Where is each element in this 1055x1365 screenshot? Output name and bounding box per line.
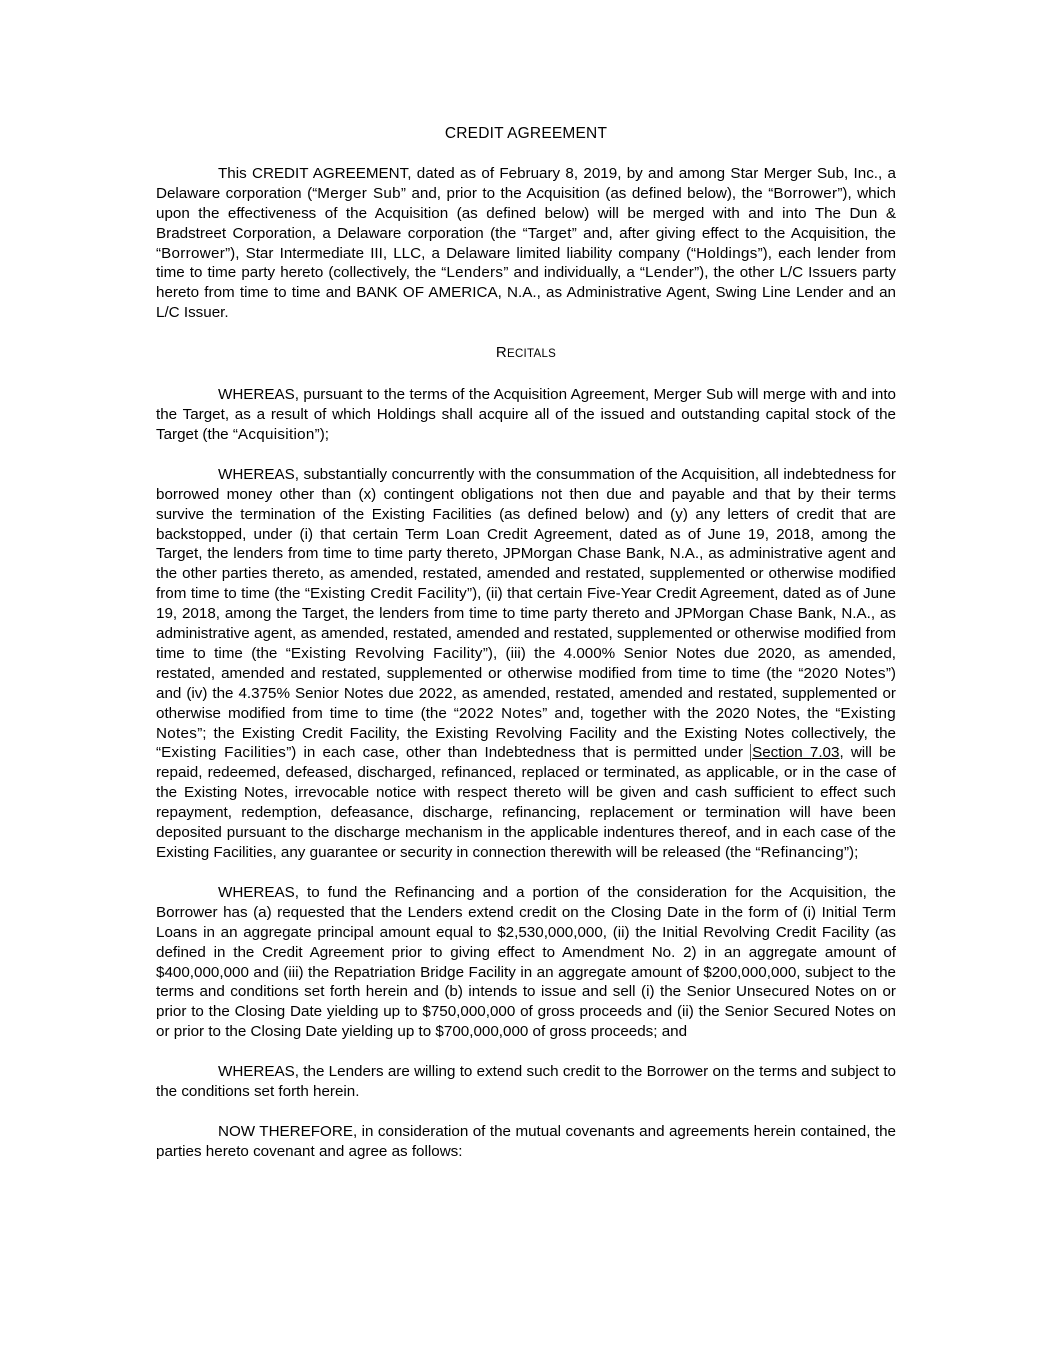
defined-term: Lender [645,264,695,282]
defined-term: Existing Revolving Facility [290,644,483,662]
document-title: CREDIT AGREEMENT [444,125,608,142]
defined-term: 2022 Notes [458,704,543,722]
recitals-heading: RECITALS [495,344,557,362]
document-body [156,124,896,1182]
whereas-acquisition-paragraph: WHEREAS, pursuant to the terms of the Acquisition Agreement, Merger Sub will merge with and into the Target, as a result of which Holdings shall acquire all of the issued and outstanding capital stock of the Target (the “Acquisition”); [156,386,896,443]
defined-term: 2020 Notes [803,664,886,682]
whereas-lenders-paragraph: WHEREAS, the Lenders are willing to extend such credit to the Borrower on the terms and subject to the conditions set forth herein. [156,1063,896,1101]
whereas-refinancing-paragraph: WHEREAS, substantially concurrently with the consummation of the Acquisition, all indebtedness for borrowed money other than (x) contingent obligations not then due and payable and that by their terms survive the termination of the Existing Facilities (as defined below) and (y) any letters of credit that are backstopped, under (i) that certain Term Loan Credit Agreement, dated as of June 19, 2018, among the Target, the lenders from time to time party thereto, JPMorgan Chase Bank, N.A., as administrative agent and the other parties thereto, as amended, restated, amended and restated, supplemented or otherwise modified from time to time (the “Existing Credit Facility”), (ii) that certain Five-Year Credit Agreement, dated as of June 19, 2018, among the Target, the lenders from time to time party thereto and JPMorgan Chase Bank, N.A., as administrative agent, as amended, restated, amended and restated, supplemented or otherwise modified from time to time (the “Existing Revolving Facility”), (iii) the 4.000% Senior Notes due 2020, as amended, restated, amended and restated, supplemented or otherwise modified from time to time (the “2020 Notes”) and (iv) the 4.375% Senior Notes due 2022, as amended, restated, amended and restated, supplemented or otherwise modified from time to time (the “2022 Notes” and, together with the 2020 Notes, the “Existing Notes”; the Existing Credit Facility, the Existing Revolving Facility and the Existing Notes collectively, the “Existing Facilities”) in each case, other than Indebtedness that is permitted under Section 7.03, will be repaid, redeemed, defeased, discharged, refinanced, replaced or terminated, as applicable, or in the case of the Existing Notes, irrevocable notice with respect thereto will be given and cash sufficient to effect such repayment, redemption, defeasance, discharge, refinancing, replacement or termination will have been deposited pursuant to the discharge mechanism in the applicable indentures thereof, and in each case of the Existing Facilities, any guarantee or security in connection therewith will be released (the “Refinancing”); [156,465,897,861]
defined-term: Lenders [446,264,504,282]
defined-term: Acquisition [237,425,315,443]
defined-term: Existing Facilities [161,744,287,762]
whereas-funding-paragraph: WHEREAS, to fund the Refinancing and a portion of the consideration for the Acquisition, the Borrower has (a) requested that the Lenders extend credit on the Closing Date in the form of (i) Initial Term Loans in an aggregate principal amount equal to $2,530,000,000, (ii) the Initial Revolving Credit Facility (as defined in the Credit Agreement prior to giving effect to Amendment No. 2) in an aggregate amount of $400,000,000 and (iii) the Repatriation Bridge Facility in an aggregate amount of $200,000,000, subject to the terms and conditions set forth herein and (b) intends to issue and sell (i) the Senior Unsecured Notes on or prior to the Closing Date yielding up to $750,000,000 of gross proceeds and (ii) the Senior Secured Notes on or prior to the Closing Date yielding up to $700,000,000 of gross proceeds; and [156,883,896,1041]
intro-paragraph: This CREDIT AGREEMENT, dated as of February 8, 2019, by and among Star Merger Sub, Inc., a Delaware corporation (“Merger Sub” and, prior to the Acquisition (as defined below), the “Borrower”), which upon the effectiveness of the Acquisition (as defined below) will be merged with and into The Dun & Bradstreet Corporation, a Delaware corporation (the “Target” and, after giving effect to the Acquisition, the “Borrower”), Star Intermediate III, LLC, a Delaware limited liability company (“Holdings”), each lender from time to time party hereto (collectively, the “Lenders” and individually, a “Lender”), the other L/C Issuers party hereto from time to time and BANK OF AMERICA, N.A., as Administrative Agent, Swing Line Lender and an L/C Issuer. [156,164,896,322]
defined-term: Borrower [773,184,838,202]
section-7-03-link[interactable]: Section 7.03 [752,744,840,762]
defined-term: Existing Credit Facility [309,585,468,603]
now-therefore-paragraph: NOW THEREFORE, in consideration of the mutual covenants and agreements herein contained, the parties hereto covenant and agree as follows: [156,1122,896,1160]
defined-term: Refinancing [760,844,844,861]
defined-term: Borrower [161,244,226,262]
defined-term: Existing Notes [156,704,896,742]
defined-term: Target [527,224,572,242]
defined-term: Holdings [696,244,758,262]
defined-term: Merger Sub [317,184,401,202]
